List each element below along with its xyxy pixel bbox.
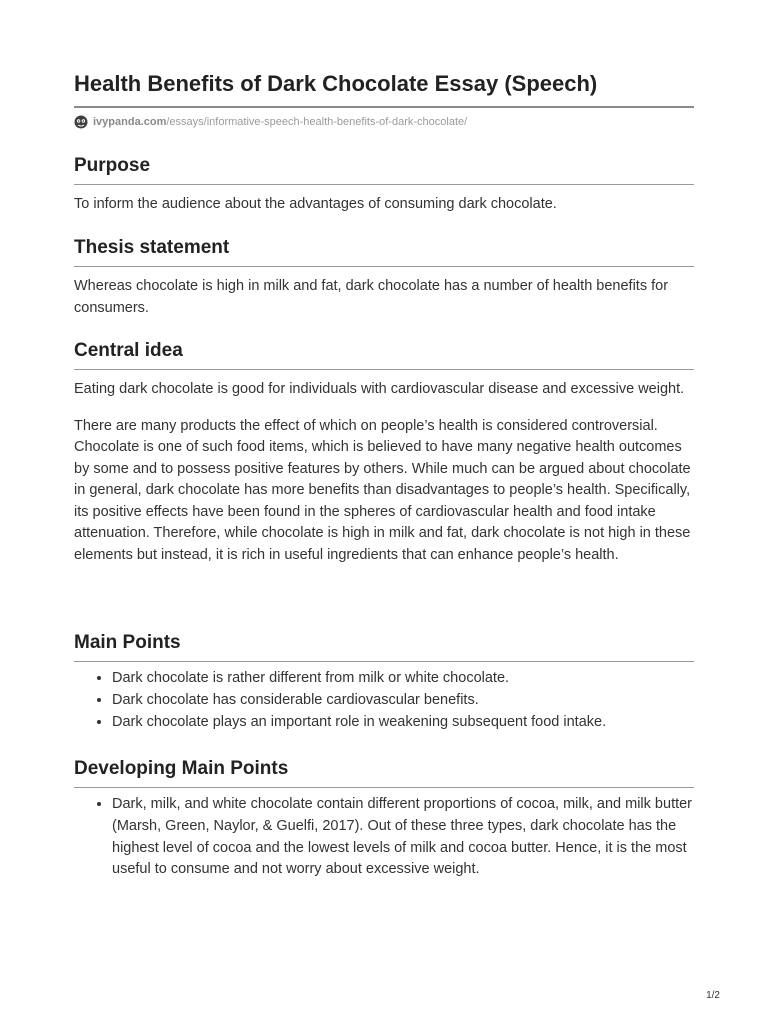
developing-main-points-section (74, 757, 694, 881)
page-number: 1/2 (706, 990, 720, 1001)
list-item: • Dark chocolate is rather different from milk or white chocolate. (112, 668, 694, 690)
document-page (74, 70, 694, 130)
list-item: • Dark chocolate has considerable cardiovascular benefits. (112, 690, 694, 712)
thesis-text: Whereas chocolate is high in milk and fat, dark chocolate has a number of health benefits for consumers. (74, 278, 669, 316)
central-idea-paragraph: There are many products the effect of which on people’s health is considered controversial. Chocolate is one of such food items, which is believed to have many negative health outcomes by some and to possess positive features by others. While much can be argued about chocolate in general, dark chocolate has more benefits than disadvantages to people’s health. Specifically, its positive effects have been found in the spheres of cardiovascular health and food intake attenuation. Therefore, while chocolate is high in milk and fat, dark chocolate is not high in these elements but instead, it is rich in useful ingredients that can enhance people’s health. (74, 417, 691, 563)
document-title: Health Benefits of Dark Chocolate Essay (Speech) (74, 70, 694, 108)
source-path-link[interactable]: /essays/informative-speech-health-benefits-of-dark-chocolate/ (166, 116, 468, 128)
purpose-heading: Purpose (74, 154, 694, 185)
purpose-section (74, 154, 694, 216)
developing-main-points-list (74, 794, 694, 881)
ivypanda-logo-icon (74, 115, 88, 129)
central-idea-heading: Central idea (74, 339, 694, 370)
list-item: • Dark chocolate plays an important role in weakening subsequent food intake. (112, 712, 694, 734)
main-points-section (74, 631, 694, 733)
purpose-text: To inform the audience about the advantages of consuming dark chocolate. (74, 196, 557, 212)
list-item: • Dark, milk, and white chocolate contain different proportions of cocoa, milk, and milk butter (Marsh, Green, Naylor, & Guelfi, 2017). Out of these three types, dark chocolate has the highest level of cocoa and the lowest levels of milk and cocoa butter. Hence, it is the most useful to consume and not worry about excessive weight. (112, 794, 694, 881)
thesis-heading: Thesis statement (74, 236, 694, 267)
main-points-heading: Main Points (74, 631, 694, 662)
developing-main-points-heading: Developing Main Points (74, 757, 694, 788)
source-domain-link[interactable]: ivypanda.com (93, 116, 167, 128)
central-idea-text: Eating dark chocolate is good for individuals with cardiovascular disease and excessive weight. (74, 381, 685, 397)
source-line (74, 114, 694, 130)
thesis-section (74, 236, 694, 319)
central-idea-section (74, 339, 694, 566)
main-points-list (74, 668, 694, 733)
